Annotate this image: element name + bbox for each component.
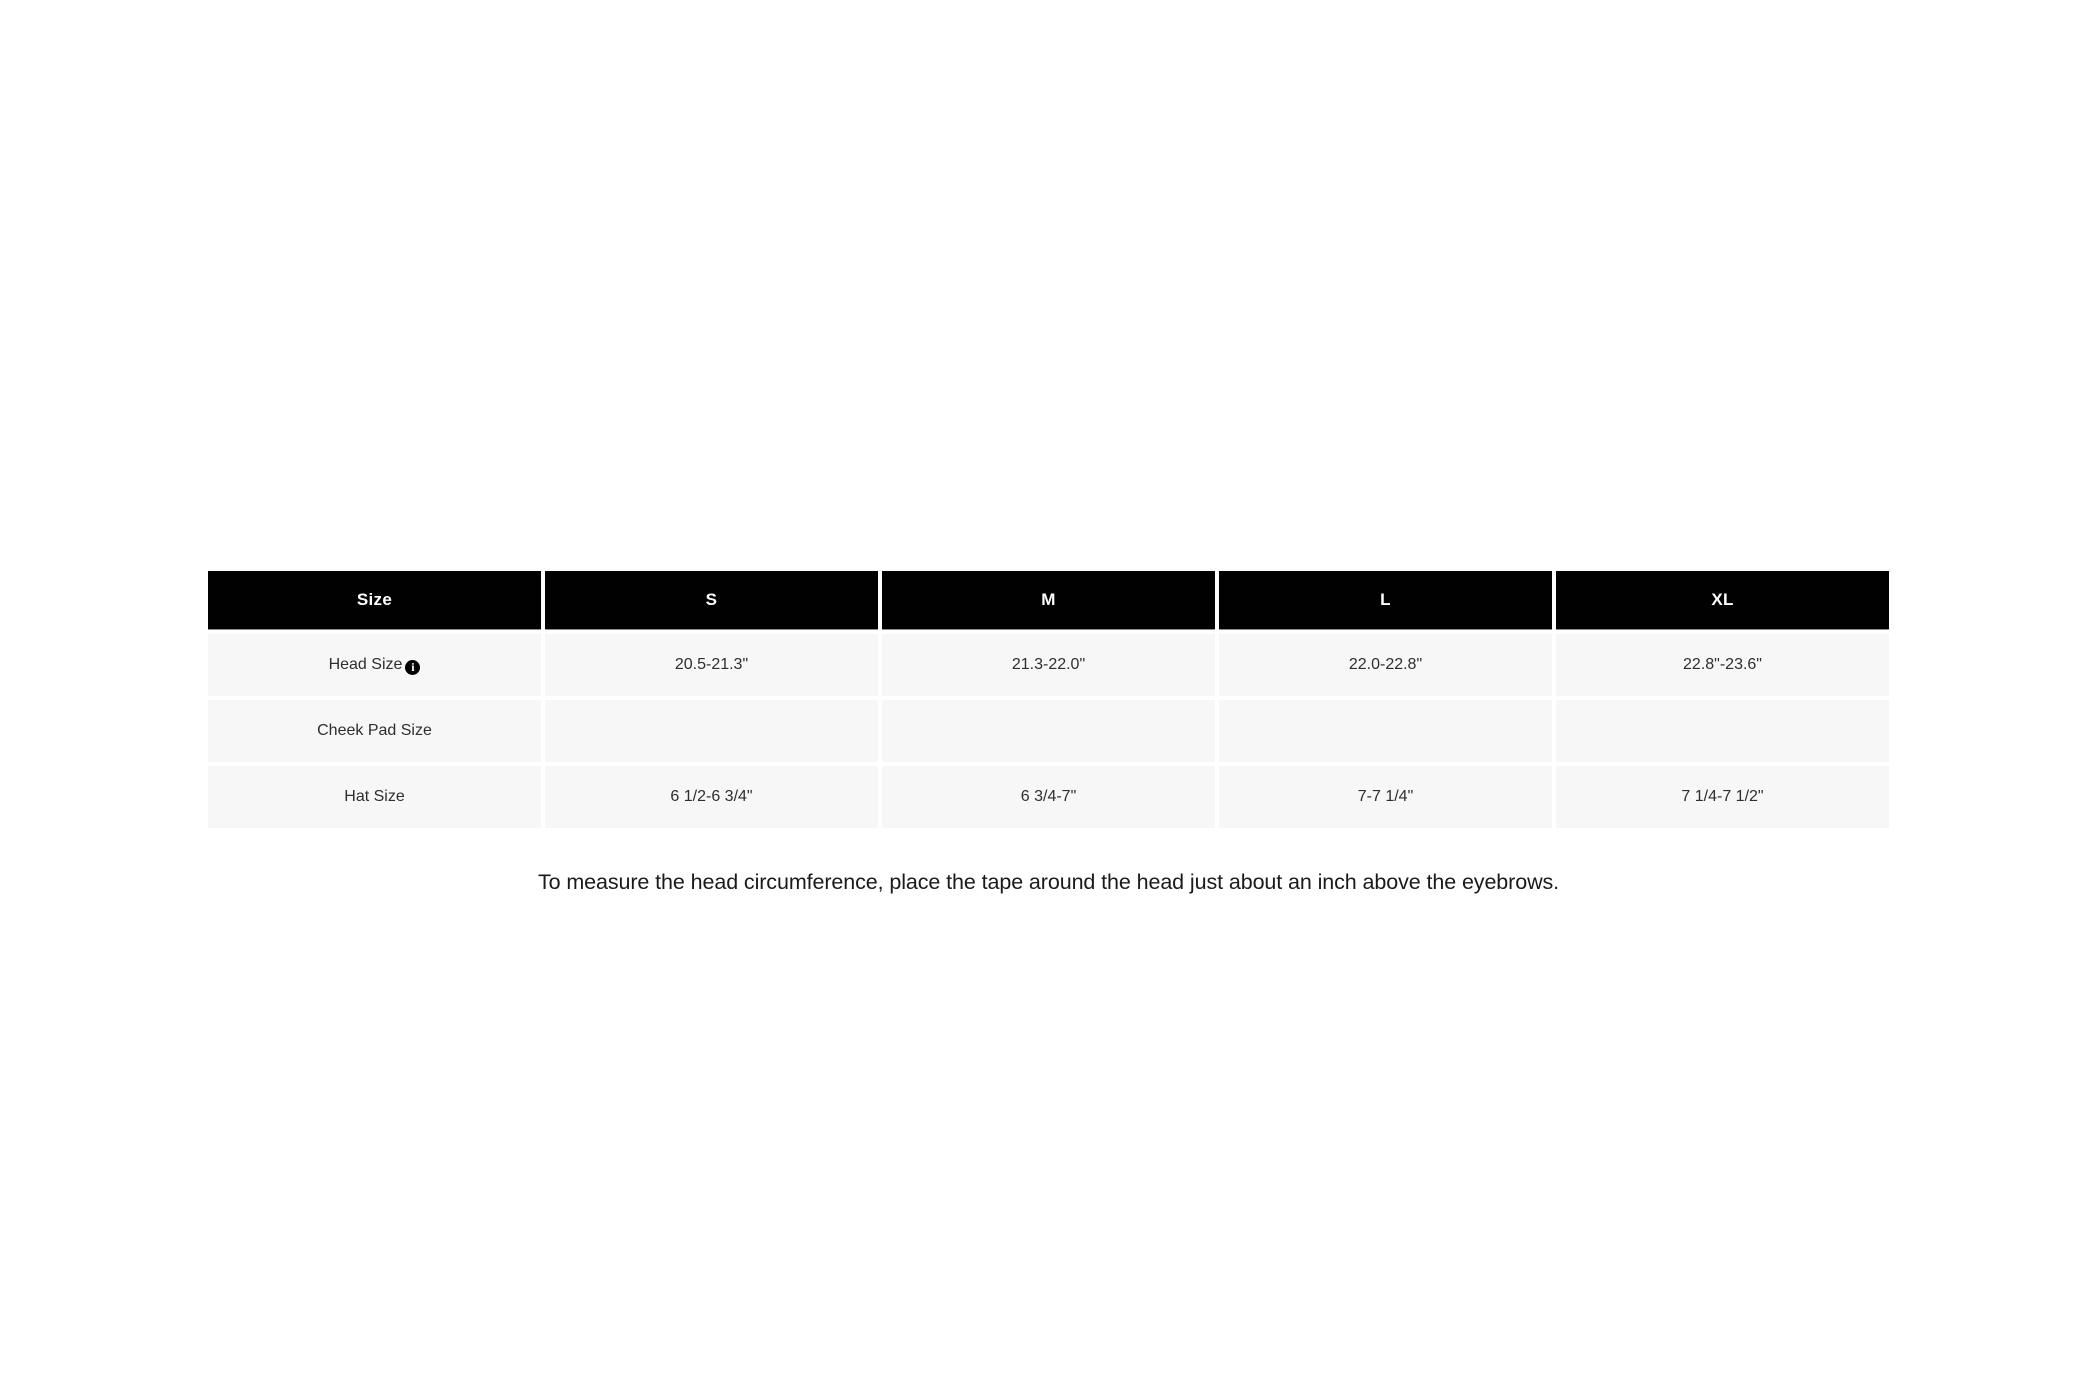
head-size-value-m: 21.3-22.0" [882,634,1215,696]
header-row [208,571,1889,630]
info-icon[interactable]: i [405,660,420,675]
column-header-l: L [1219,571,1552,630]
hat-size-value-l: 7-7 1/4" [1219,766,1552,828]
table-row-hat-size [208,766,1889,828]
hat-size-value-s: 6 1/2-6 3/4" [545,766,878,828]
row-label-text: Head Size [328,655,403,673]
row-label-head-size [208,634,541,696]
size-chart-table [204,567,1893,832]
table-row-head-size [208,634,1889,696]
hat-size-value-xl: 7 1/4-7 1/2" [1556,766,1889,828]
row-label-hat-size [208,766,541,828]
row-label-text: Cheek Pad Size [317,722,432,739]
head-size-value-xl: 22.8"-23.6" [1556,634,1889,696]
column-header-s: S [545,571,878,630]
row-label-text: Hat Size [344,788,405,805]
cheek-pad-value-m [882,700,1215,762]
column-header-size: Size [208,571,541,630]
column-header-m: M [882,571,1215,630]
cheek-pad-value-s [545,700,878,762]
head-size-value-l: 22.0-22.8" [1219,634,1552,696]
row-label-cheek-pad-size [208,700,541,762]
column-header-xl: XL [1556,571,1889,630]
cheek-pad-value-l [1219,700,1552,762]
cheek-pad-value-xl [1556,700,1889,762]
hat-size-value-m: 6 3/4-7" [882,766,1215,828]
head-size-value-s: 20.5-21.3" [545,634,878,696]
measurement-note: To measure the head circumference, place the tape around the head just about an inch above the eyebrows. [537,870,1560,894]
table-row-cheek-pad-size [208,700,1889,762]
